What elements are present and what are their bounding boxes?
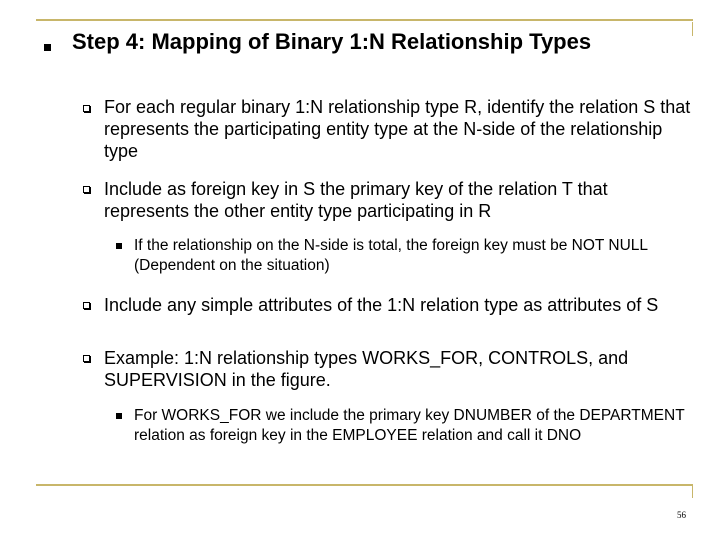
slide-heading: Step 4: Mapping of Binary 1:N Relationship Types (72, 29, 592, 54)
bullet-text: Include as foreign key in S the primary key of the relation T that represents the other entity type participating in R (104, 179, 608, 221)
bottom-rule-tick (692, 484, 693, 498)
bullet-text: For WORKS_FOR we include the primary key DNUMBER of the DEPARTMENT relation as foreign key in the EMPLOYEE relation and call it DNO (134, 407, 685, 444)
top-rule-tick (692, 22, 693, 36)
level3-bullet-icon (116, 413, 122, 419)
level2-bullet-icon (83, 355, 90, 362)
level1-bullet-icon (44, 44, 51, 51)
level2-bullet-icon (83, 105, 90, 112)
page-number: 56 (677, 510, 686, 520)
level2-bullet-icon (83, 302, 90, 309)
bullet-text: If the relationship on the N-side is total, the foreign key must be NOT NULL (Dependent on the situation) (134, 237, 648, 274)
level3-bullet-icon (116, 243, 122, 249)
top-rule (36, 19, 693, 21)
bullet-text: For each regular binary 1:N relationship type R, identify the relation S that represents the participating entity type at the N-side of the relationship type (104, 97, 691, 161)
bullet-text: Include any simple attributes of the 1:N relation type as attributes of S (104, 295, 659, 315)
bullet-text: Example: 1:N relationship types WORKS_FOR, CONTROLS, and SUPERVISION in the figure. (104, 348, 629, 390)
bottom-rule (36, 484, 693, 486)
level2-bullet-icon (83, 186, 90, 193)
